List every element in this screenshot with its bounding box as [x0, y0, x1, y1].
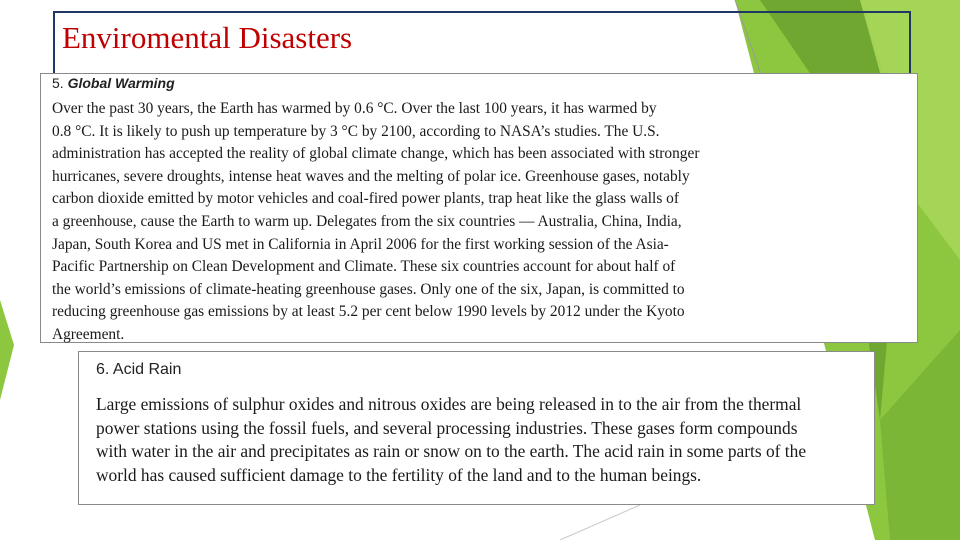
section-number: 5.	[52, 75, 64, 91]
global-warming-panel	[40, 73, 918, 343]
text-line: a greenhouse, cause the Earth to warm up. Delegates from the six countries — Australia, China, India,	[52, 212, 682, 230]
text-line: reducing greenhouse gas emissions by at least 5.2 per cent below 1990 levels by 2012 under the Kyoto	[52, 303, 685, 321]
text-line: power stations using the fossil fuels, and several processing industries. These gases form compounds	[96, 417, 798, 438]
text-line: Over the past 30 years, the Earth has warmed by 0.6 °C. Over the last 100 years, it has warmed by	[52, 100, 657, 117]
acid-rain-panel	[78, 351, 875, 505]
section-body	[52, 98, 699, 347]
text-line: Pacific Partnership on Clean Development and Climate. These six countries account for about half of	[52, 258, 676, 276]
slide-title: Enviromental Disasters	[62, 20, 353, 55]
text-line: hurricanes, severe droughts, intense heat waves and the melting of polar ice. Greenhouse gases, notably	[52, 167, 690, 185]
section-heading-text: Global Warming	[67, 75, 175, 91]
green-sliver-left	[0, 300, 14, 400]
text-line: 0.8 °C. It is likely to push up temperature by 3 °C by 2100, according to NASA’s studies. The U.S.	[52, 122, 660, 140]
section-number: 6.	[96, 361, 110, 378]
section-body	[96, 393, 806, 487]
text-line: the world’s emissions of climate-heating greenhouse gases. Only one of the six, Japan, is committed to	[52, 280, 685, 298]
thin-diagonal-line-bottom	[560, 505, 640, 540]
text-line: carbon dioxide emitted by motor vehicles and coal-fired power plants, trap heat like the glass walls of	[52, 190, 679, 208]
text-line: administration has accepted the reality of global climate change, which has been associated with stronger	[52, 145, 700, 163]
text-line: Large emissions of sulphur oxides and nitrous oxides are being released in to the air from the thermal	[96, 394, 802, 414]
section-heading-text: Acid Rain	[112, 361, 182, 378]
section-heading	[52, 75, 175, 91]
text-line: Agreement.	[52, 325, 125, 343]
section-heading	[96, 361, 181, 379]
text-line: Japan, South Korea and US met in California in April 2006 for the first working session of the Asia-	[52, 235, 669, 253]
text-line: world has caused sufficient damage to the fertility of the land and to the human beings.	[96, 464, 702, 485]
text-line: with water in the air and precipitates as rain or snow on to the earth. The acid rain in some parts of the	[96, 441, 807, 461]
